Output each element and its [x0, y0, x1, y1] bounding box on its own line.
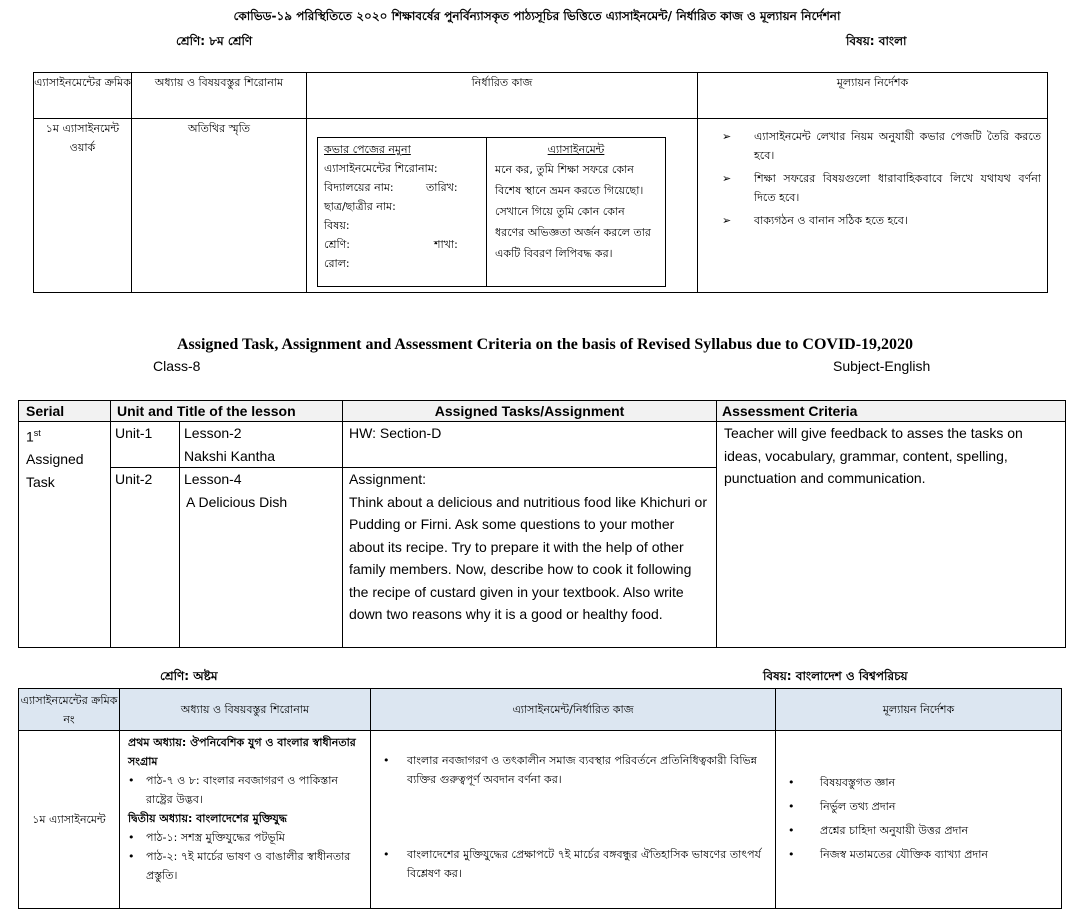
cover-line-title: এ্যাসাইনমেন্টের শিরোনাম: — [324, 162, 438, 175]
bangla-class-label: শ্রেণি: ৮ম শ্রেণি — [176, 34, 253, 48]
chapter2-title: দ্বিতীয় অধ্যায়: বাংলাদেশের মুক্তিযুদ্ধ — [128, 812, 287, 825]
bullet-icon: • — [788, 776, 795, 789]
english-serial-cell: 1st Assigned Task — [19, 422, 111, 648]
english-criteria-cell: Teacher will give feedback to asses the tasks on ideas, vocabulary, grammar, content, spelling, punctuation and communication. — [717, 422, 1066, 648]
assignment-text: মনে কর, তুমি শিক্ষা সফরে কোন বিশেষ স্থানে ভ্রমন করতে গিয়েছো। সেখানে গিয়ে তুমি কোন কোন ধরণের অভিজ্ঞতা অর্জন করলে তার একটি বিবরণ লিপিবদ্ধ কর। — [495, 163, 651, 260]
bullet-icon: • — [788, 848, 795, 861]
cover-line-section: শাখা: — [434, 238, 458, 251]
bgs-header-criteria: মূল্যায়ন নির্দেশক — [776, 689, 1062, 731]
cover-line-roll: রোল: — [324, 257, 350, 270]
chapter-item: • পাঠ-৭ ও ৮: বাংলার নবজাগরণ ও পাকিস্তান রাষ্ট্রের উদ্ভব। — [128, 771, 366, 809]
english-task-cell: Assignment: Think about a delicious and nutritious food like Khichuri or Pudding or Firni. Ask some questions to your mother about its recipe. Try to prepare it with the help of other family members. Now, describe how to cook it following the recipe of custard given in your textbook. Also write down two reasons why it is a good or healthy food. — [343, 468, 717, 648]
bullet-icon: • — [383, 848, 390, 861]
cover-heading: কভার পেজের নমুনা — [324, 143, 411, 156]
english-title: Assigned Task, Assignment and Assessment Criteria on the basis of Revised Syllabus due to COVID-19,2020 — [176, 336, 914, 353]
english-header-unit: Unit and Title of the lesson — [111, 401, 343, 422]
cover-line-student: ছাত্র/ছাত্রীর নাম: — [324, 200, 396, 213]
english-unit-cell: Unit-1 — [111, 422, 180, 468]
task-item: • বাংলার নবজাগরণ ও তৎকালীন সমাজ ব্যবস্থার পরিবর্তনে প্রতিনিধিত্বকারী বিভিন্ন ব্যক্তির গুরুত্বপূর্ণ অবদান বর্ণনা কর। — [383, 751, 765, 789]
bgs-table — [18, 688, 1062, 909]
bgs-class-label: শ্রেণি: অষ্টম — [160, 669, 218, 683]
english-header-task: Assigned Tasks/Assignment — [343, 401, 717, 422]
bangla-header-task: নির্ধারিত কাজ — [307, 73, 698, 119]
arrow-bullet-icon: ➢ — [722, 214, 732, 227]
bgs-task-cell — [371, 731, 776, 909]
bangla-header-serial: এ্যাসাইনমেন্টের ক্রমিক — [34, 73, 132, 119]
english-class-label: Class-8 — [153, 358, 201, 374]
assignment-box — [487, 138, 665, 286]
criteria-item: • নিজস্ব মতামতের যৌক্তিক ব্যাখ্যা প্রদান — [788, 845, 1055, 864]
cover-line-subject: বিষয়: — [324, 219, 350, 232]
bullet-icon: • — [788, 824, 795, 837]
bangla-subject-label: বিষয়: বাংলা — [846, 34, 907, 48]
chapter-item: • পাঠ-২: ৭ই মার্চের ভাষণ ও বাঙালীর স্বাধীনতার প্রস্তুতি। — [128, 847, 366, 885]
cover-line-date: তারিখ: — [426, 181, 458, 194]
bangla-header-chapter: অধ্যায় ও বিষয়বস্তুর শিরোনাম — [132, 73, 307, 119]
criteria-item: • বিষয়বস্তুগত জ্ঞান — [788, 773, 1055, 792]
cover-line-school: বিদ্যালয়ের নাম: তারিখ: — [318, 178, 486, 197]
bangla-serial-cell: ১ম এ্যাসাইনমেন্ট ওয়ার্ক — [34, 119, 132, 293]
bgs-criteria-cell — [776, 731, 1062, 909]
arrow-bullet-icon: ➢ — [722, 172, 732, 185]
english-lesson-cell: Lesson-2 Nakshi Kantha — [180, 422, 343, 468]
english-table — [18, 400, 1066, 648]
english-header-serial: Serial — [19, 401, 111, 422]
chapter-item: • পাঠ-১: সশস্ত্র মুক্তিযুদ্ধের পটভূমি — [128, 828, 366, 847]
bullet-icon: • — [128, 831, 135, 844]
bangla-task-cell — [307, 119, 698, 293]
bgs-chapter-cell — [120, 731, 371, 909]
bangla-header-criteria: মূল্যায়ন নির্দেশক — [698, 73, 1048, 119]
criteria-item: • নির্ভুল তথ্য প্রদান — [788, 797, 1055, 816]
bangla-criteria-item: ➢ বাক্যগঠন ও বানান সঠিক হতে হবে। — [722, 211, 1041, 230]
english-task-cell: HW: Section-D — [343, 422, 717, 468]
bangla-title: কোভিড-১৯ পরিস্থিতিতে ২০২০ শিক্ষাবর্ষের পুনর্বিন্যাসকৃত পাঠ্যসূচির ভিত্তিতে এ্যাসাইনমেন্ট/ নির্ধারিত কাজ ও মূল্যায়ন নির্দেশনা — [233, 9, 841, 23]
bullet-icon: • — [128, 850, 135, 863]
english-lesson-cell: Lesson-4 A Delicious Dish — [180, 468, 343, 648]
bangla-table — [33, 72, 1048, 293]
arrow-bullet-icon: ➢ — [722, 130, 732, 143]
bangla-chapter-cell: অতিথির স্মৃতি — [132, 119, 307, 293]
english-unit-cell: Unit-2 — [111, 468, 180, 648]
bgs-header-task: এ্যাসাইনমেন্ট/নির্ধারিত কাজ — [371, 689, 776, 731]
bgs-serial-cell: ১ম এ্যাসাইনমেন্ট — [19, 731, 120, 909]
cover-line-class: শ্রেণি: শাখা: — [318, 235, 486, 254]
cover-sample — [318, 138, 487, 286]
bullet-icon: • — [128, 774, 135, 787]
english-subject-label: Subject-English — [833, 358, 931, 374]
english-header-criteria: Assessment Criteria — [717, 401, 1066, 422]
bangla-criteria-cell — [698, 119, 1048, 293]
bullet-icon: • — [788, 800, 795, 813]
assignment-heading: এ্যাসাইনমেন্ট — [547, 143, 605, 156]
bullet-icon: • — [383, 754, 390, 767]
bangla-criteria-item: ➢ এ্যাসাইনমেন্ট লেখার নিয়ম অনুযায়ী কভার পেজটি তৈরি করতে হবে। — [722, 127, 1041, 165]
chapter1-title: প্রথম অধ্যায়: ঔপনিবেশিক যুগ ও বাংলার স্বাধীনতার সংগ্রাম — [128, 736, 356, 768]
bangla-criteria-item: ➢ শিক্ষা সফরের বিষয়গুলো ধারাবাহিকবাবে লিখে যথাযথ বর্ণনা দিতে হবে। — [722, 169, 1041, 207]
bgs-subject-label: বিষয়: বাংলাদেশ ও বিশ্বপরিচয় — [763, 669, 908, 683]
bangla-inner-box — [317, 137, 666, 287]
bgs-header-serial: এ্যাসাইনমেন্টের ক্রমিক নং — [19, 689, 120, 731]
task-item: • বাংলাদেশের মুক্তিযুদ্ধের প্রেক্ষাপটে ৭ই মার্চের বঙ্গবন্ধুর ঐতিহাসিক ভাষণের তাৎপর্য বিশ্লেষণ কর। — [383, 845, 765, 883]
bgs-header-chapter: অধ্যায় ও বিষয়বস্তুর শিরোনাম — [120, 689, 371, 731]
criteria-item: • প্রশ্নের চাহিদা অনুযায়ী উত্তর প্রদান — [788, 821, 1055, 840]
